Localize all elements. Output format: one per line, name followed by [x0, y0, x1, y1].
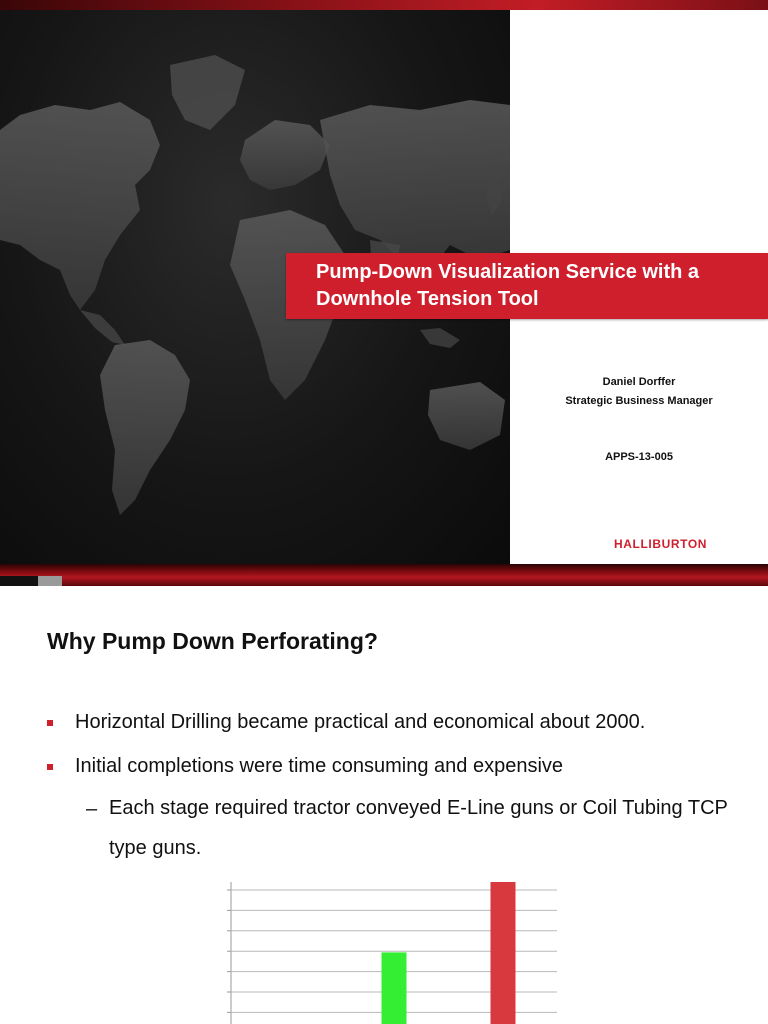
central-america-shape	[80, 310, 125, 345]
north-america-shape	[0, 102, 160, 310]
sub-bullet-text: Each stage required tractor conveyed E-Line guns or Coil Tubing TCP type guns.	[109, 797, 728, 859]
bullet-text: Initial completions were time consuming and expensive	[75, 755, 564, 777]
content-slide	[0, 586, 768, 1024]
south-america-shape	[100, 340, 190, 515]
halliburton-logo: HALLIBURTON	[614, 537, 708, 551]
indonesia-shape	[420, 328, 460, 348]
title-banner	[286, 253, 768, 319]
bottom-accent-bar	[0, 564, 768, 586]
presenter-role: Strategic Business Manager	[565, 395, 713, 407]
sub-bullet-dash: –	[86, 798, 98, 820]
chart-bar	[491, 882, 516, 1024]
top-accent-bar	[0, 0, 768, 10]
bullet-marker-icon	[47, 720, 53, 726]
bullet-text: Horizontal Drilling became practical and economical about 2000.	[75, 711, 646, 733]
australia-shape	[428, 382, 505, 450]
greenland-shape	[170, 55, 245, 130]
presenter-name: Daniel Dorffer	[602, 376, 676, 388]
bottom-bar-dark-block	[0, 576, 38, 586]
document-code: APPS-13-005	[605, 451, 673, 463]
presentation-title: Pump-Down Visualization Service with a Downhole Tension Tool	[316, 261, 700, 310]
europe-shape	[240, 120, 330, 190]
chart-bar	[382, 952, 407, 1024]
bar-chart	[220, 882, 565, 1024]
bullet-marker-icon	[47, 764, 53, 770]
asia-shape	[320, 100, 510, 270]
slide-title: Why Pump Down Perforating?	[47, 628, 378, 654]
bottom-bar-gray-block	[38, 576, 62, 586]
